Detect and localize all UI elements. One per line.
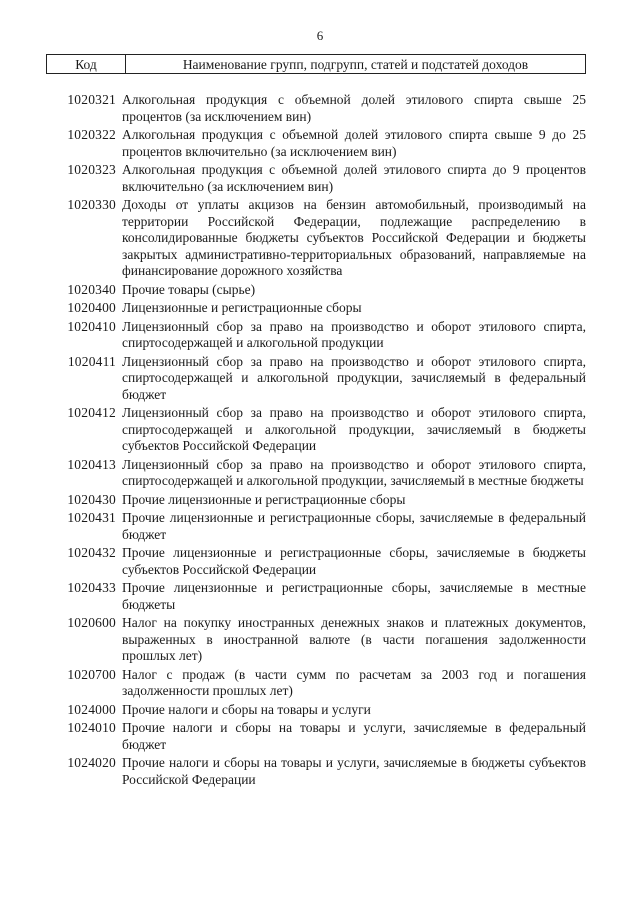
header-name: Наименование групп, подгрупп, статей и подстатей доходов [182, 57, 529, 72]
table-row [44, 92, 586, 125]
table-row [44, 300, 586, 317]
row-name: Прочие лицензионные и регистрационные сборы, зачисляемые в бюджеты субъектов Российской Федерации [122, 545, 586, 577]
table-row [44, 354, 586, 404]
row-code: 1020413 [67, 456, 116, 472]
row-name: Налог на покупку иностранных денежных знаков и платежных документов, выраженных в иностранной валюте (в части погашения задолженности прошлых лет) [122, 615, 586, 663]
row-name: Прочие лицензионные и регистрационные сборы [122, 491, 406, 507]
page-number: 6 [316, 28, 324, 43]
row-code: 1020412 [67, 405, 116, 420]
row-code: 1020600 [67, 615, 116, 630]
row-code: 1020322 [67, 127, 116, 142]
row-code: 1020411 [67, 353, 116, 369]
row-code: 1020430 [67, 491, 116, 507]
row-name: Лицензионные и регистрационные сборы [122, 300, 362, 315]
table-row [44, 755, 586, 788]
table-row [44, 197, 586, 280]
row-code: 1020330 [67, 197, 116, 212]
row-code: 1024000 [67, 701, 116, 717]
row-name: Лицензионный сбор за право на производство и оборот этилового спирта, спиртосодержащей и алкогольной продукции [122, 318, 586, 350]
row-code: 1020432 [67, 545, 116, 560]
row-name: Прочие налоги и сборы на товары и услуги, зачисляемые в федеральный бюджет [122, 720, 586, 752]
table-row [44, 545, 586, 578]
table-row [44, 580, 586, 613]
table-row [44, 720, 586, 753]
row-name: Лицензионный сбор за право на производство и оборот этилового спирта, спиртосодержащей и алкогольной продукции, зачисляемый в местные бюджеты [122, 456, 586, 488]
table-row [44, 492, 586, 509]
row-name: Алкогольная продукция с объемной долей этилового спирта свыше 9 до 25 процентов включительно (за исключением вин) [122, 127, 586, 159]
row-name: Прочие налоги и сборы на товары и услуги [122, 701, 371, 717]
row-name: Лицензионный сбор за право на производство и оборот этилового спирта, спиртосодержащей и алкогольной продукции, зачисляемый в бюджеты субъектов Российской Федерации [122, 405, 586, 453]
row-name: Налог с продаж (в части сумм по расчетам за 2003 год и погашения задолженности прошлых лет) [122, 666, 586, 698]
row-name: Доходы от уплаты акцизов на бензин автомобильный, производимый на территории Российской Федерации, подлежащие распределению в консолидированные бюджеты субъектов Российской Федерации и бюджеты закрытых административно-территориальных образований, направляемые на финансирование дорожного хозяйства [122, 197, 586, 278]
table-body [44, 92, 586, 790]
row-code: 1020431 [67, 510, 116, 525]
row-code: 1020700 [67, 666, 116, 682]
table-row [44, 405, 586, 455]
table-row [44, 319, 586, 352]
table-header [46, 54, 586, 74]
table-row [44, 510, 586, 543]
row-code: 1020340 [67, 281, 116, 297]
table-row [44, 615, 586, 665]
row-code: 1020323 [67, 162, 116, 177]
table-row [44, 282, 586, 299]
row-name: Алкогольная продукция с объемной долей этилового спирта до 9 процентов включительно (за исключением вин) [122, 162, 586, 194]
row-code: 1024020 [67, 755, 116, 770]
row-code: 1020321 [67, 92, 116, 107]
table-row [44, 162, 586, 195]
table-row [44, 127, 586, 160]
table-row [44, 667, 586, 700]
row-name: Прочие товары (сырье) [122, 281, 256, 297]
row-name: Прочие лицензионные и регистрационные сборы, зачисляемые в федеральный бюджет [122, 510, 586, 542]
header-code: Код [47, 55, 126, 73]
row-code: 1020410 [67, 318, 116, 334]
row-name: Лицензионный сбор за право на производство и оборот этилового спирта, спиртосодержащей и алкогольной продукции, зачисляемый в федеральный бюджет [122, 353, 586, 402]
row-name: Прочие налоги и сборы на товары и услуги, зачисляемые в бюджеты субъектов Российской Федерации [122, 755, 586, 787]
table-row [44, 457, 586, 490]
table-row [44, 702, 586, 719]
row-name: Прочие лицензионные и регистрационные сборы, зачисляемые в местные бюджеты [122, 580, 586, 612]
row-code: 1024010 [67, 720, 116, 735]
row-name: Алкогольная продукция с объемной долей этилового спирта свыше 25 процентов (за исключением вин) [122, 92, 586, 124]
row-code: 1020433 [67, 580, 116, 595]
row-code: 1020400 [67, 300, 116, 315]
